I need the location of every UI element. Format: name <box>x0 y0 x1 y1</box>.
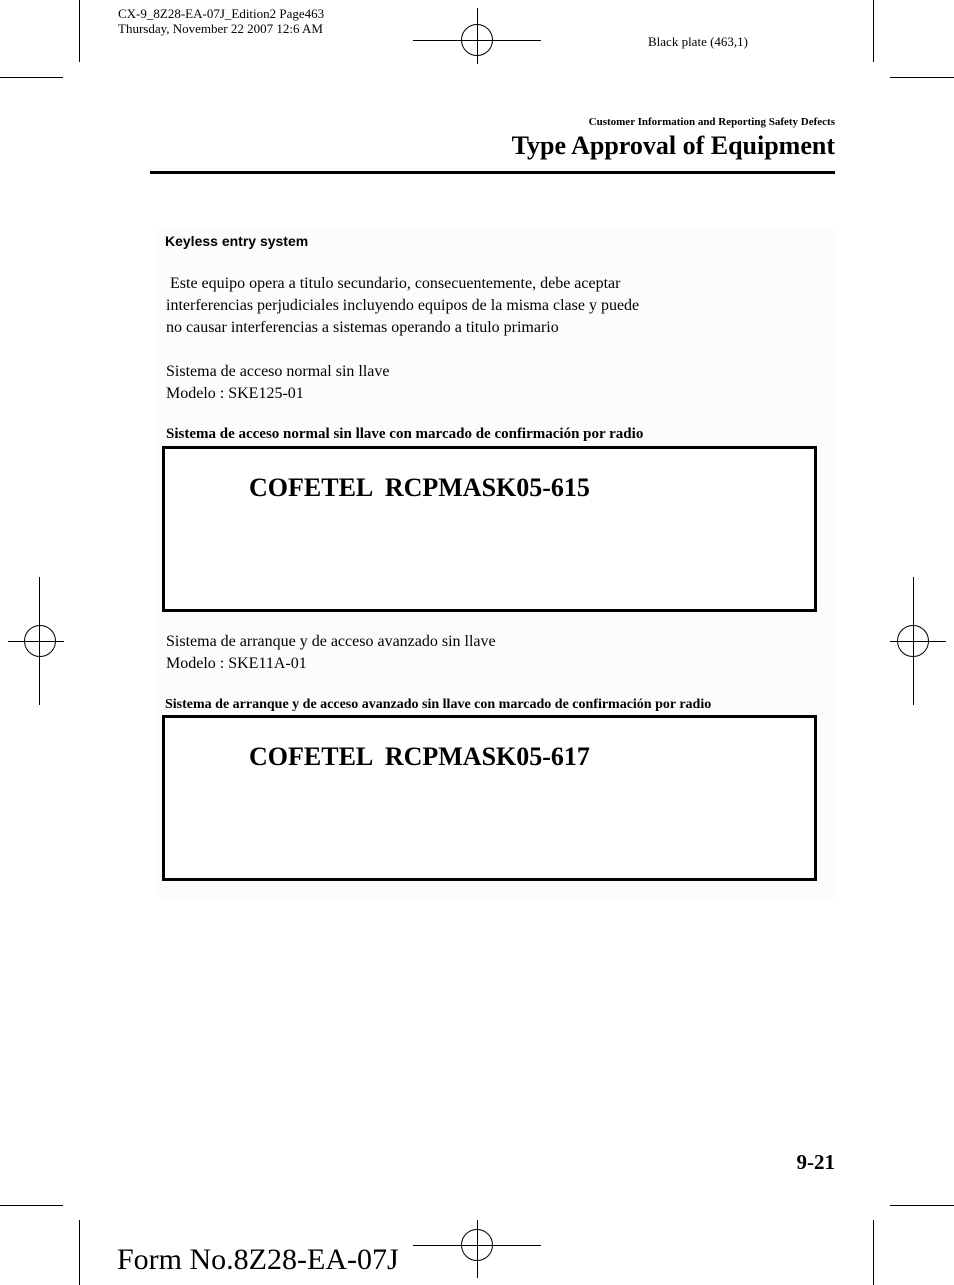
system2-name: Sistema de arranque y de acceso avanzado sin llave <box>166 633 496 650</box>
section-label: Customer Information and Reporting Safety Defects <box>588 116 835 128</box>
print-info <box>118 6 324 36</box>
paragraph-line: no causar interferencias a sistemas operando a titulo primario <box>166 319 559 336</box>
system1-name: Sistema de acceso normal sin llave <box>166 363 390 380</box>
print-info-file: CX-9_8Z28-EA-07J_Edition2 Page463 <box>118 6 325 21</box>
paragraph-line: Este equipo opera a titulo secundario, consecuentemente, debe aceptar <box>166 275 621 292</box>
system1-model: Modelo : SKE125-01 <box>166 385 304 402</box>
paragraph-line: interferencias perjudiciales incluyendo equipos de la misma clase y puede <box>166 297 640 314</box>
title-rule <box>150 171 835 174</box>
system2-label-heading: Sistema de arranque y de acceso avanzado sin llave con marcado de confirmación por radio <box>165 697 712 712</box>
cofetel-code-1: COFETEL RCPMASK05-615 <box>249 473 590 502</box>
system1-label-heading: Sistema de acceso normal sin llave con marcado de confirmación por radio <box>166 426 644 442</box>
cofetel-label-box-1 <box>162 446 817 612</box>
subhead-keyless-entry: Keyless entry system <box>165 233 309 249</box>
form-number: Form No.8Z28-EA-07J <box>117 1243 399 1276</box>
cofetel-label-box-2 <box>162 715 817 881</box>
page-title: Type Approval of Equipment <box>511 131 835 160</box>
system2-model: Modelo : SKE11A-01 <box>166 655 307 672</box>
print-info-date: Thursday, November 22 2007 12:6 AM <box>118 21 323 36</box>
page-number: 9-21 <box>796 1150 835 1174</box>
plate-label: Black plate (463,1) <box>648 34 748 49</box>
cofetel-code-2: COFETEL RCPMASK05-617 <box>249 742 590 771</box>
disclaimer-paragraph <box>166 273 639 339</box>
